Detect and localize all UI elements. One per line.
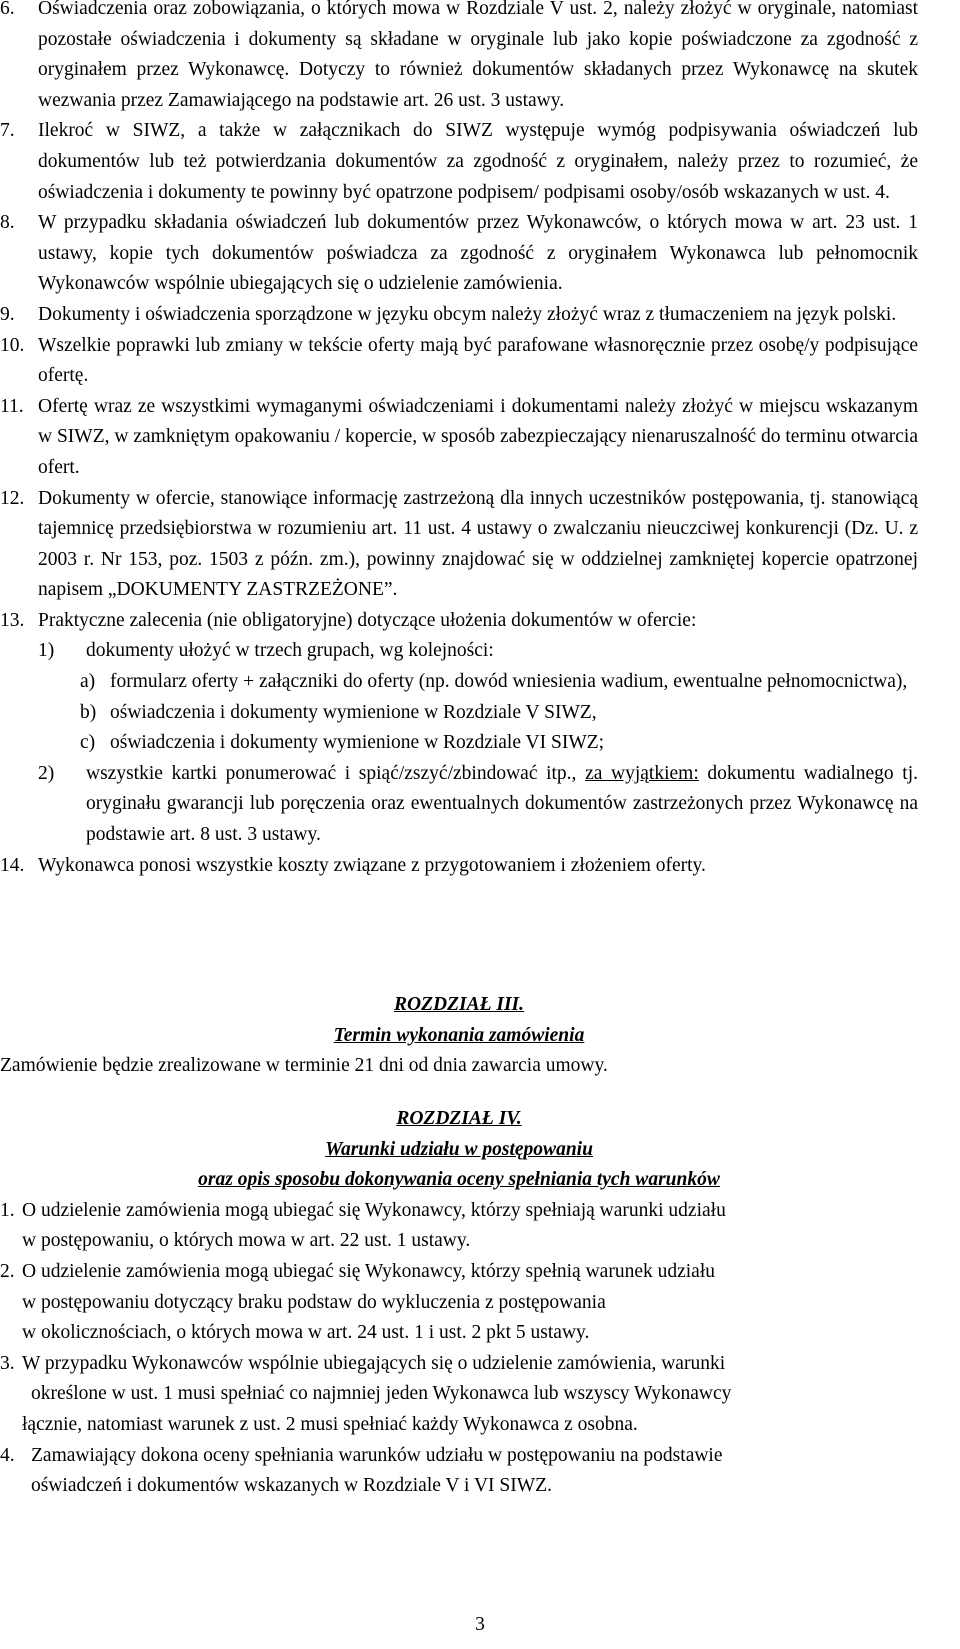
sub-sub-item-text: oświadczenia i dokumenty wymienione w Rozdziale VI SIWZ; [110, 732, 605, 754]
list-item [0, 1349, 918, 1441]
item-text: Ilekroć w SIWZ, a także w załącznikach do SIWZ występuje wymóg podpisywania oświadczeń lub dokumentów lub też potwierdzania dokumentów za zgodność z oryginałem, należy przez to rozumieć, że oświadczenia i dokumenty te powinny być opatrzone podpisem/ podpisami osoby/osób wskazanych w ust. 4. [38, 120, 918, 203]
item-text: Dokumenty w ofercie, stanowiące informację zastrzeżoną dla innych uczestników postępowania, tj. stanowiącą tajemnicę przedsiębiorstwa w rozumieniu art. 11 ust. 4 ustawy o zwalczaniu nieuczciwej konkurencji (Dz. U. z 2003 r. Nr 153, poz. 1503 z późn. zm.), powinny znajdować się w oddzielnej zamkniętej kopercie opatrzonej napisem „DOKUMENTY ZASTRZEŻONE”. [38, 487, 918, 601]
sub-sub-list-item [0, 667, 918, 698]
sub-list-item [0, 636, 918, 667]
item-line: w postępowaniu dotyczący braku podstaw do wykluczenia z postępowania [22, 1291, 606, 1313]
item-text: Dokumenty i oświadczenia sporządzone w języku obcym należy złożyć wraz z tłumaczeniem na język polski. [38, 303, 897, 325]
list-item [0, 484, 918, 606]
list-item [0, 851, 918, 882]
sub-item-text-continued: dokumentu wadialnego tj. oryginału gwarancji lub poręczenia oraz ewentualnych dokumentów zastrzeżonych przez Wykonawcę na podstawie art. 8 ust. 3 ustawy. [86, 762, 918, 846]
list-item [0, 208, 918, 300]
item-number: 12. [0, 487, 25, 509]
chapter-subheading: Termin wykonania zamówienia [333, 1024, 585, 1046]
sub-item-text: wszystkie kartki ponumerować i spiąć/zszyć/zbindować itp., [86, 762, 586, 784]
underlined-exception: za wyjątkiem: [585, 762, 699, 784]
item-line: O udzielenie zamówienia mogą ubiegać się Wykonawcy, którzy spełnią warunek udziału [22, 1260, 715, 1282]
item-number: 13. [0, 609, 25, 631]
item-text: Wykonawca ponosi wszystkie koszty związane z przygotowaniem i złożeniem oferty. [38, 854, 706, 876]
item-number: 8. [0, 212, 15, 234]
item-text: Ofertę wraz ze wszystkimi wymaganymi oświadczeniami i dokumentami należy złożyć w miejscu wskazanym w SIWZ, w zamkniętym opakowaniu / kopercie, w sposób zabezpieczający nienaruszalność do terminu otwarcia ofert. [38, 395, 918, 478]
chapter-heading: ROZDZIAŁ IV. [396, 1108, 522, 1129]
page-number: 3 [475, 1614, 485, 1635]
sub-sub-item-letter: b) [80, 701, 97, 723]
item-number: 9. [0, 303, 15, 325]
item-number: 6. [0, 0, 15, 19]
item-number: 14. [0, 854, 25, 876]
sub-item-text: dokumenty ułożyć w trzech grupach, wg kolejności: [86, 640, 494, 662]
sub-list-item [0, 759, 918, 851]
item-number: 11. [0, 395, 24, 417]
item-number: 2. [0, 1260, 15, 1282]
item-number: 10. [0, 334, 25, 356]
chapter-4 [0, 1104, 918, 1502]
item-text: Praktyczne zalecenia (nie obligatoryjne) dotyczące ułożenia dokumentów w ofercie: [38, 609, 697, 631]
sub-sub-item-text: formularz oferty + załączniki do oferty (np. dowód wniesienia wadium, ewentualne pełnomocnictwa), [110, 671, 908, 693]
sub-sub-item-letter: a) [80, 671, 96, 693]
item-number: 4. [0, 1444, 15, 1466]
chapter-subheading: oraz opis sposobu dokonywania oceny spełniania tych warunków [198, 1169, 720, 1191]
item-number: 7. [0, 120, 15, 142]
item-line: w postępowaniu, o których mowa w art. 22 ust. 1 ustawy. [22, 1230, 471, 1252]
sub-sub-list-item [0, 728, 918, 759]
sub-sub-item-text: oświadczenia i dokumenty wymienione w Rozdziale V SIWZ, [110, 701, 597, 723]
sub-sub-list-item [0, 698, 918, 729]
item-line: O udzielenie zamówienia mogą ubiegać się Wykonawcy, którzy spełniają warunki udziału [22, 1199, 726, 1221]
list-item [0, 392, 918, 484]
item-line: W przypadku Wykonawców wspólnie ubiegających się o udzielenie zamówienia, warunki [22, 1352, 726, 1374]
list-item [0, 1441, 918, 1502]
item-text: Oświadczenia oraz zobowiązania, o których mowa w Rozdziale V ust. 2, należy złożyć w oryginale, natomiast pozostałe oświadczenia i dokumenty są składane w oryginale lub jako kopie poświadczone za zgodność z oryginałem przez Wykonawcę. Dotyczy to również dokumentów składanych przez Wykonawcę na skutek wezwania przez Zamawiającego na podstawie art. 26 ust. 3 ustawy. [38, 0, 918, 111]
list-item [0, 0, 918, 116]
chapter-subheading: Warunki udziału w postępowaniu [325, 1138, 593, 1160]
item-line: określone w ust. 1 musi spełniać co najmniej jeden Wykonawca lub wszyscy Wykonawcy [31, 1383, 732, 1405]
item-line: łącznie, natomiast warunek z ust. 2 musi spełniać każdy Wykonawca z osobna. [22, 1413, 638, 1435]
sub-sub-item-letter: c) [80, 732, 96, 754]
item-line: w okolicznościach, o których mowa w art. 24 ust. 1 i ust. 2 pkt 5 ustawy. [22, 1322, 590, 1344]
list-item [0, 606, 918, 637]
item-text: W przypadku składania oświadczeń lub dokumentów przez Wykonawców, o których mowa w art. 23 ust. 1 ustawy, kopie tych dokumentów poświadcza za zgodność z oryginałem Wykonawca lub pełnomocnik Wykonawców wspólnie ubiegających się o udzielenie zamówienia. [38, 212, 918, 295]
sub-item-number: 1) [38, 640, 55, 662]
sub-item-number: 2) [38, 762, 55, 784]
item-number: 1. [0, 1199, 15, 1221]
chapter-heading: ROZDZIAŁ III. [393, 994, 525, 1015]
item-number: 3. [0, 1352, 15, 1374]
list-item [0, 116, 918, 208]
item-line: oświadczeń i dokumentów wskazanych w Rozdziale V i VI SIWZ. [31, 1475, 552, 1497]
list-item [0, 331, 918, 392]
list-item [0, 1196, 918, 1257]
item-text: Wszelkie poprawki lub zmiany w tekście oferty mają być parafowane własnoręcznie przez osobę/y podpisujące ofertę. [38, 334, 918, 387]
item-line: Zamawiający dokona oceny spełniania warunków udziału w postępowaniu na podstawie [31, 1444, 723, 1466]
list-item [0, 300, 918, 331]
list-item [0, 1257, 918, 1349]
chapter-3 [0, 990, 918, 1082]
chapter-text: Zamówienie będzie zrealizowane w terminie 21 dni od dnia zawarcia umowy. [0, 1055, 608, 1077]
